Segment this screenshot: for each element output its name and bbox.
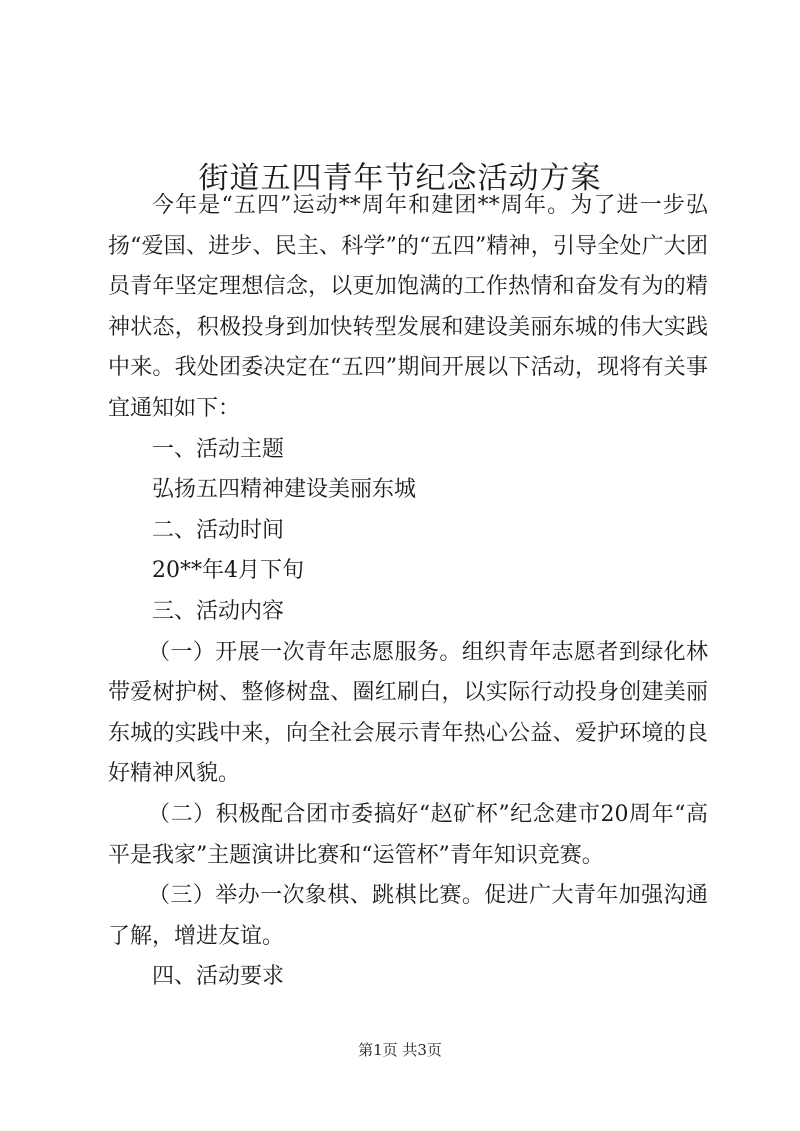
content-item-3: （三）举办一次象棋、跳棋比赛。促进广大青年加强沟通了解，增进友谊。	[108, 883, 708, 949]
page-footer: 第1页 共3页	[358, 1041, 442, 1059]
section-heading-theme: 一、活动主题	[152, 436, 285, 462]
section-heading-time: 二、活动时间	[152, 517, 285, 543]
intro-paragraph: 今年是“五四”运动**周年和建团**周年。为了进一步弘扬“爱国、进步、民主、科学”的“五四”精神，引导全处广大团员青年坚定理想信念，以更加饱满的工作热情和奋发有为的精神状态，积极投身到加快转型发展和建设美丽东城的伟大实践中来。我处团委决定在“五四”期间开展以下活动，现将有关事宜通知如下：	[108, 193, 708, 421]
content-item-2: （二）积极配合团市委搞好“赵矿杯”纪念建市20周年“高平是我家”主题演讲比赛和“运管杯”青年知识竞赛。	[108, 801, 708, 868]
section-heading-content: 三、活动内容	[152, 598, 285, 624]
content-item-1: （一）开展一次青年志愿服务。组织青年志愿者到绿化林带爱树护树、整修树盘、圈红刷白，以实际行动投身创建美丽东城的实践中来，向全社会展示青年热心公益、爱护环境的良好精神风貌。	[108, 639, 708, 787]
section-heading-requirements: 四、活动要求	[152, 964, 285, 990]
document-title: 街道五四青年节纪念活动方案	[198, 161, 602, 197]
theme-text: 弘扬五四精神建设美丽东城	[152, 477, 417, 503]
document-body	[108, 186, 708, 998]
time-text: 20**年4月下旬	[152, 558, 304, 584]
